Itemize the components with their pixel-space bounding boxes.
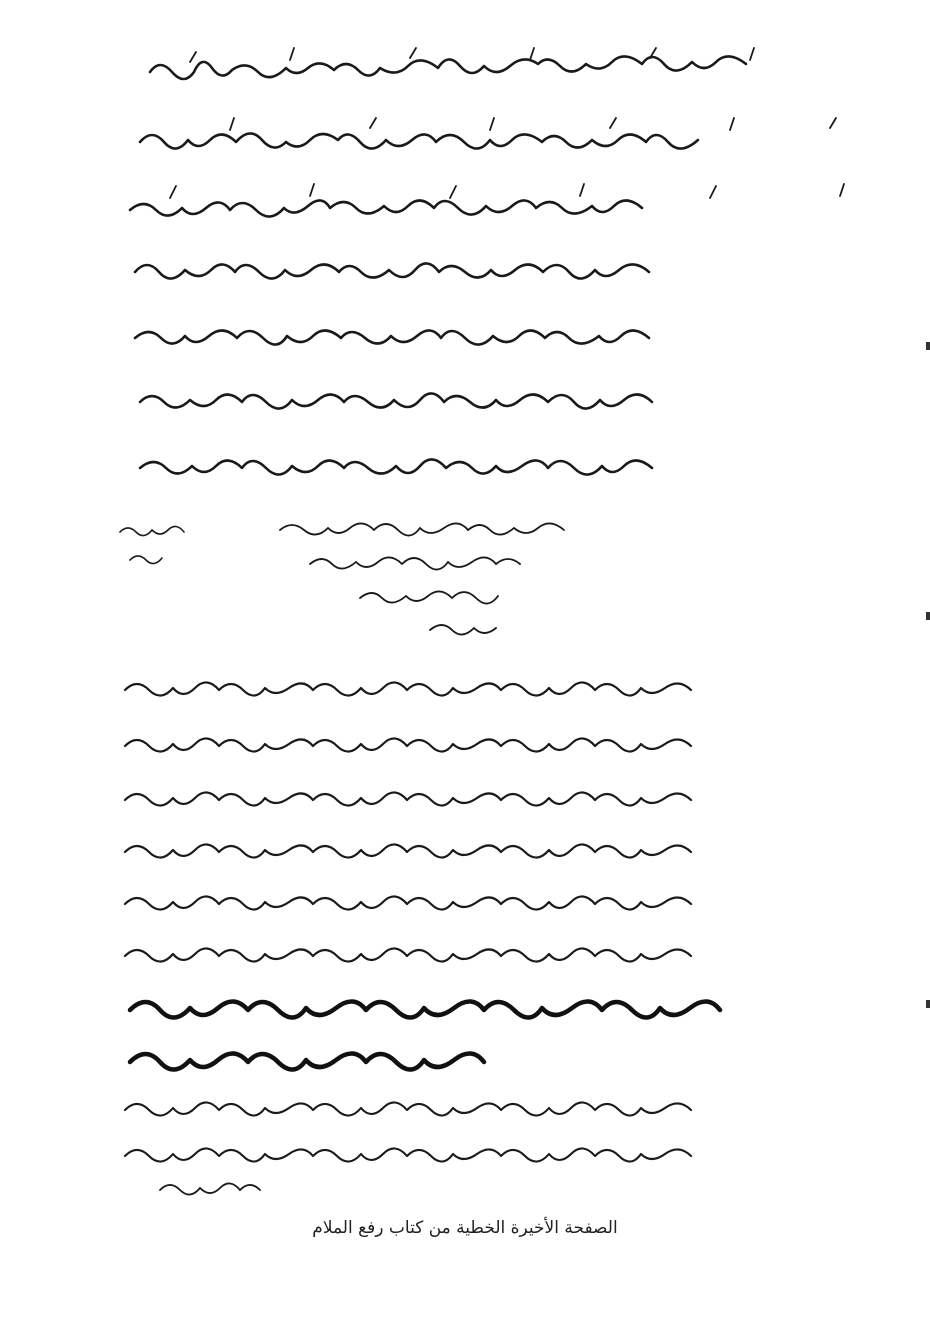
scan-mark [926, 1000, 930, 1008]
scan-mark [926, 612, 930, 620]
handwritten-manuscript-text [110, 40, 880, 1200]
scan-mark [926, 342, 930, 350]
manuscript-strokes [110, 40, 880, 1200]
page-caption: الصفحة الأخيرة الخطية من كتاب رفع الملام [312, 1218, 618, 1238]
